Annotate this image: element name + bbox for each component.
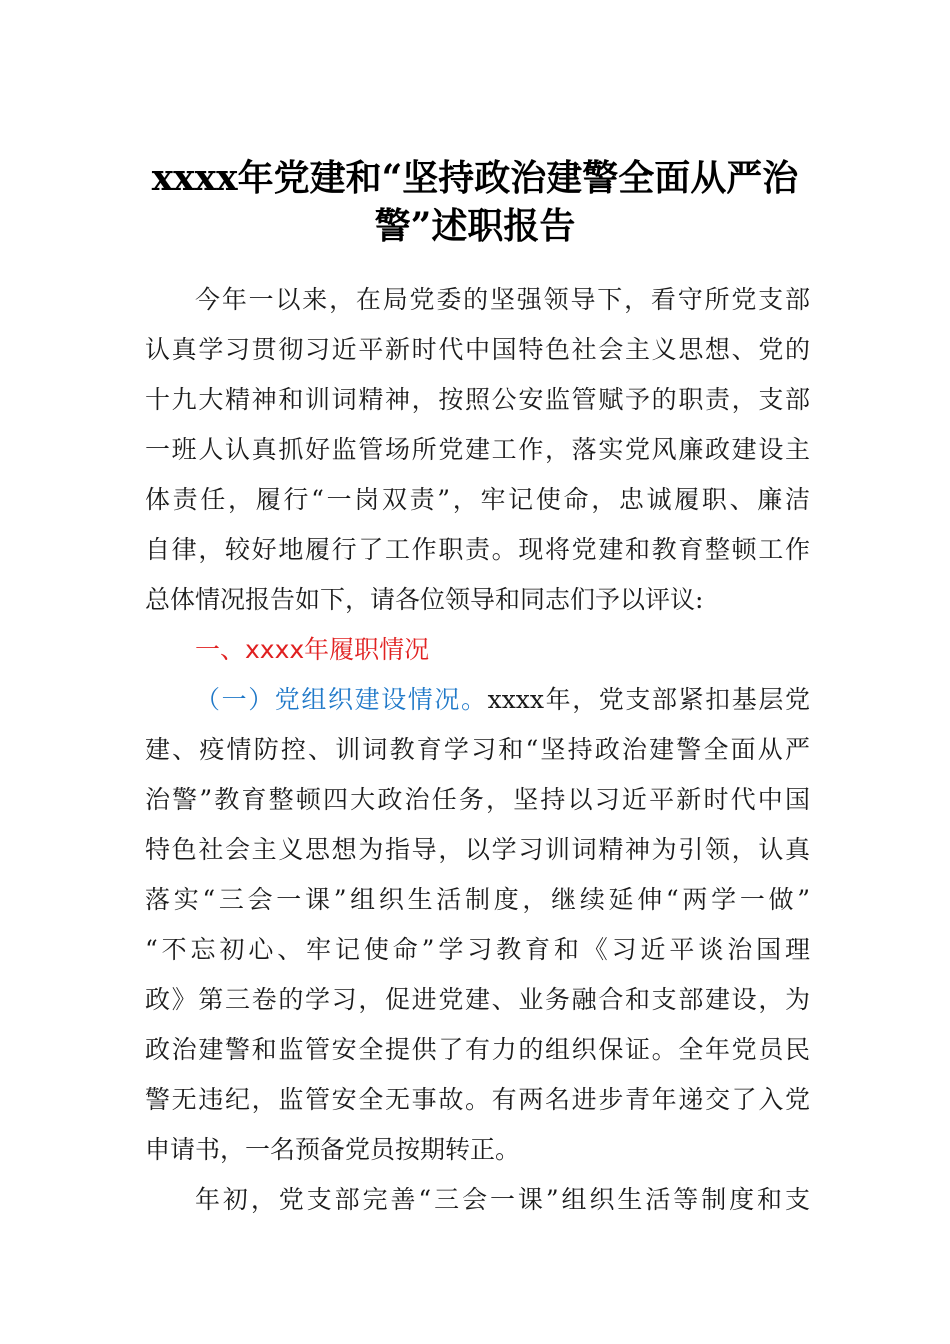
document-title-line-1: xxxx年党建和“坚持政治建警全面从严治 bbox=[151, 157, 799, 199]
paragraph-line: 年初，党支部完善“三会一课”组织生活等制度和支 bbox=[195, 1185, 810, 1214]
subsection-line: 治警”教育整顿四大政治任务，坚持以习近平新时代中国 bbox=[145, 785, 810, 814]
intro-line: 今年一以来，在局党委的坚强领导下，看守所党支部 bbox=[195, 285, 810, 314]
document-title-line-2: 警”述职报告 bbox=[374, 205, 576, 247]
subsection-line: 申请书，一名预备党员按期转正。 bbox=[145, 1135, 521, 1164]
subsection-label: （一）党组织建设情况。 bbox=[195, 685, 488, 714]
subsection-first-line bbox=[195, 683, 810, 717]
subsection-line: “不忘初心、牢记使命”学习教育和《习近平谈治国理 bbox=[145, 935, 810, 964]
intro-line: 认真学习贯彻习近平新时代中国特色社会主义思想、党的 bbox=[145, 335, 810, 364]
subsection-line: 政治建警和监管安全提供了有力的组织保证。全年党员民 bbox=[145, 1035, 810, 1064]
intro-line: 体责任，履行“一岗双责”，牢记使命，忠诚履职、廉洁 bbox=[145, 485, 810, 514]
subsection-first-line-text: xxxx年，党支部紧扣基层党 bbox=[487, 685, 810, 714]
section-heading: 一、xxxx年履职情况 bbox=[195, 635, 430, 664]
subsection-line: 落实“三会一课”组织生活制度，继续延伸“两学一做” bbox=[145, 885, 810, 914]
subsection-line: 警无违纪，监管安全无事故。有两名进步青年递交了入党 bbox=[145, 1085, 810, 1114]
subsection-line: 特色社会主义思想为指导，以学习训词精神为引领，认真 bbox=[145, 835, 810, 864]
subsection-line: 建、疫情防控、训词教育学习和“坚持政治建警全面从严 bbox=[145, 735, 810, 764]
intro-line: 总体情况报告如下，请各位领导和同志们予以评议: bbox=[145, 585, 704, 614]
intro-line: 一班人认真抓好监管场所党建工作，落实党风廉政建设主 bbox=[145, 435, 810, 464]
intro-line: 自律，较好地履行了工作职责。现将党建和教育整顿工作 bbox=[145, 535, 810, 564]
intro-line: 十九大精神和训词精神，按照公安监管赋予的职责，支部 bbox=[145, 385, 810, 414]
subsection-line: 政》第三卷的学习，促进党建、业务融合和支部建设，为 bbox=[145, 985, 810, 1014]
